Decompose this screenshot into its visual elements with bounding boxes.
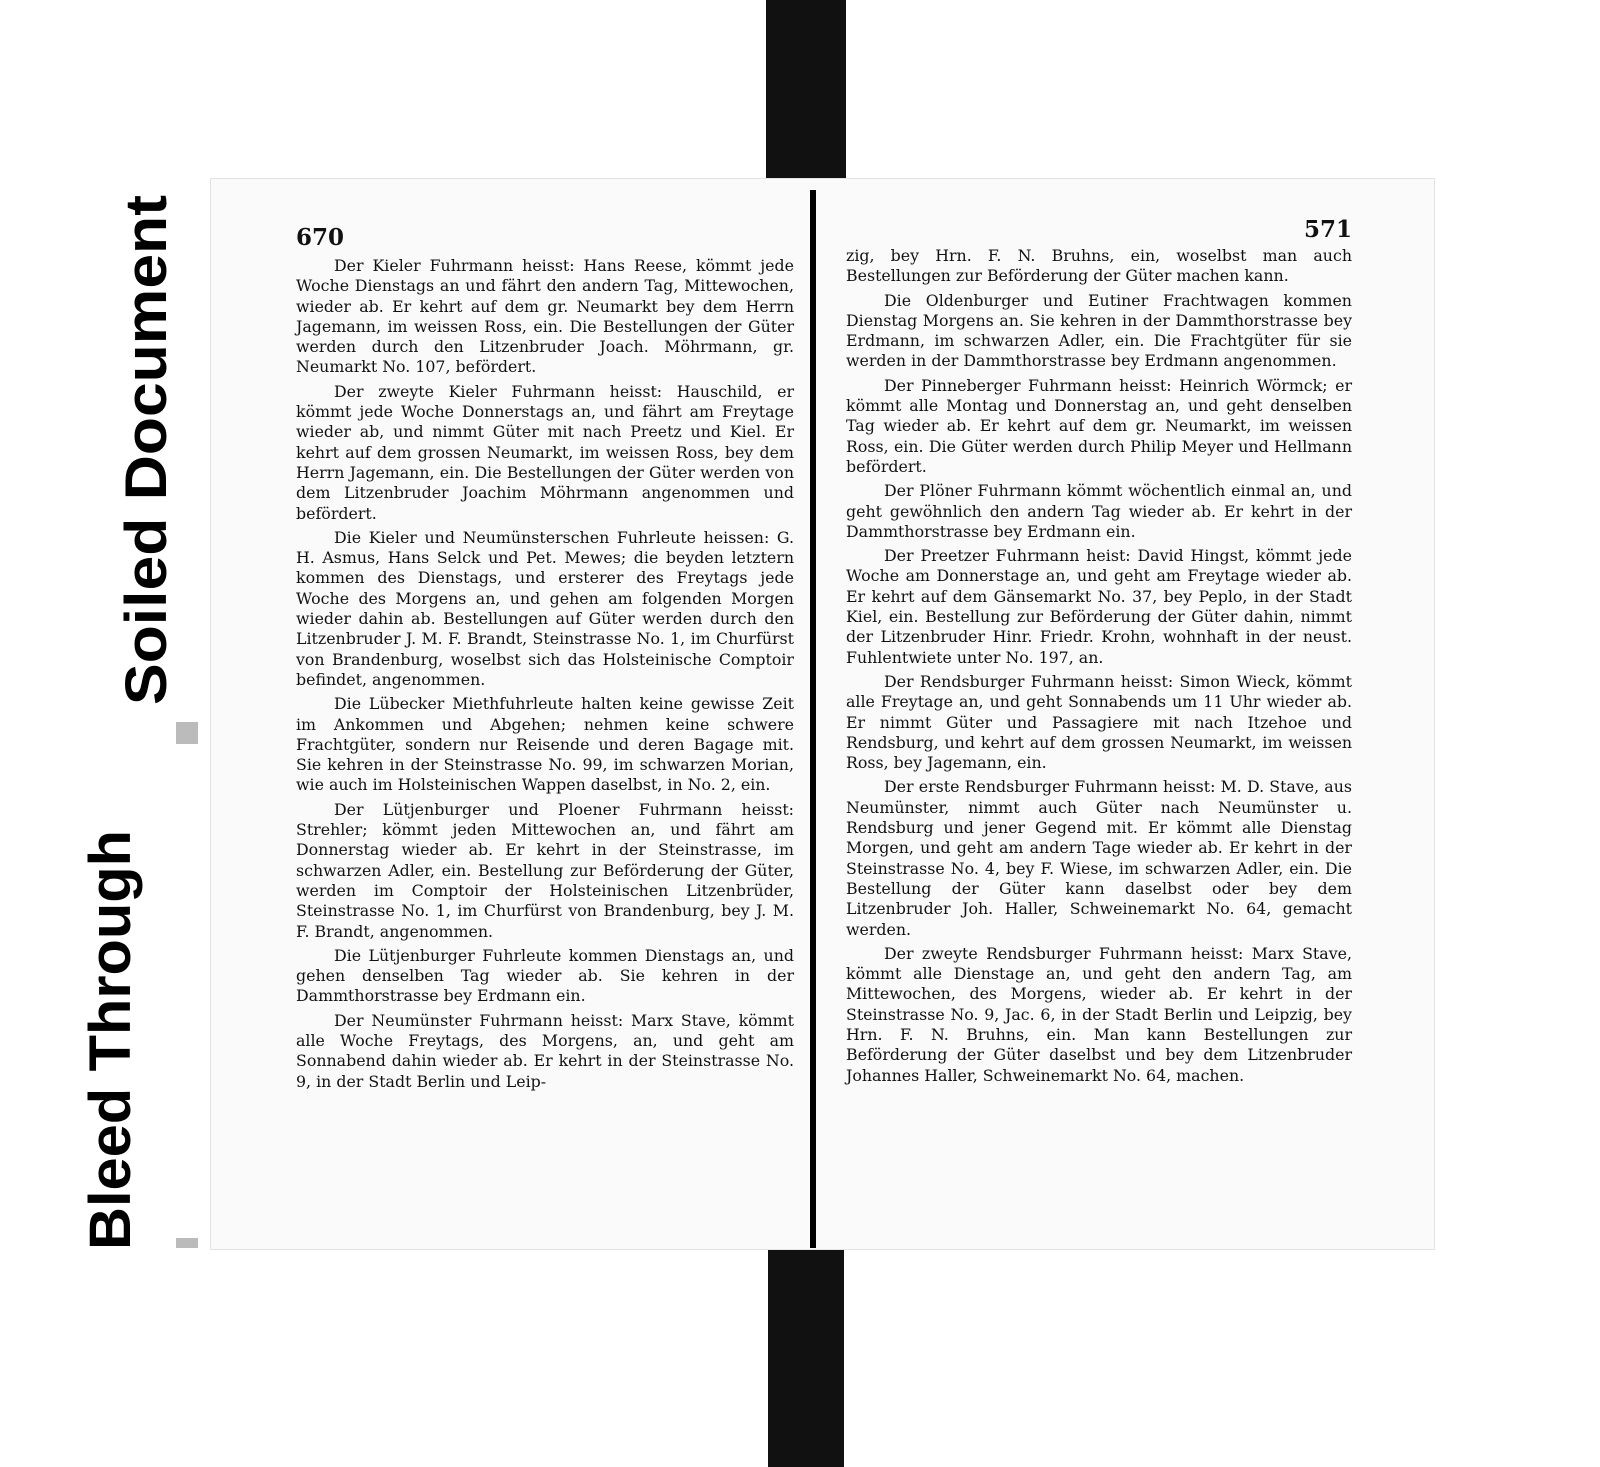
paragraph: zig, bey Hrn. F. N. Bruhns, ein, woselbst man auch Bestellungen zur Beförderung der Güter machen kann. (846, 246, 1352, 286)
paragraph: Der Plöner Fuhrmann kömmt wöchentlich einmal an, und geht gewöhnlich den andern Tag wieder ab. Er kehrt in der Dammthorstrasse bey Erdmann ein. (846, 481, 1352, 541)
bleed-through-label: Bleed Through (78, 840, 143, 1250)
scanner-strip-bottom (768, 1245, 844, 1467)
soiled-document-label: Soiled Document (114, 231, 179, 705)
paragraph: Der erste Rendsburger Fuhrmann heisst: M. D. Stave, aus Neumünster, nimmt auch Güter nach Neumünster u. Rendsburg und jener Gegend mit. Er kömmt alle Dienstag Morgen, und geht am andern Tage wieder ab. Er kehrt in der Steinstrasse No. 4, bey F. Wiese, im schwarzen Adler, ein. Die Bestellung der Güter kann daselbst oder bey dem Litzenbruder Joh. Haller, Schweinemarkt No. 64, gemacht werden. (846, 777, 1352, 939)
page-number: 670 (296, 224, 345, 251)
paragraph: Der Lütjenburger und Ploener Fuhrmann heisst: Strehler; kömmt jeden Mittewochen an, und fährt am Donnerstag wieder ab. Er kehrt in der Steinstrasse, im schwarzen Adler, ein. Bestellung zur Beförderung der Güter, werden im Comptoir der Holsteinischen Litzenbrüder, Steinstrasse No. 1, im Churfürst von Brandenburg, bey J. M. F. Brandt, angenommen. (296, 799, 794, 941)
left-page (296, 220, 794, 1096)
book-gutter (810, 190, 816, 1248)
paragraph: Die Lübecker Miethfuhrleute halten keine gewisse Zeit im Ankommen und Abgehen; nehmen keine schwere Frachtgüter, sondern nur Reisende und deren Bagage mit. Sie kehren in der Steinstrasse No. 99, im schwarzen Morian, wie auch im Holsteinischen Wappen daselbst, in No. 2, ein. (296, 694, 794, 795)
paragraph: Der Rendsburger Fuhrmann heisst: Simon Wieck, kömmt alle Freytage an, und geht Sonnabends um 11 Uhr wieder ab. Er nimmt Güter und Passagiere mit nach Itzehoe und Rendsburg, und kehrt auf dem grossen Neumarkt, im weissen Ross, bey Jagemann, ein. (846, 671, 1352, 773)
page-number: 571 (1303, 216, 1352, 243)
right-page (846, 214, 1352, 1090)
paragraph: Der zweyte Kieler Fuhrmann heisst: Hauschild, er kömmt jede Woche Donnerstags an, und fährt am Freytage wieder ab, und nimmt Güter mit nach Preetz und Kiel. Er kehrt auf dem grossen Neumarkt, im weissen Ross, bey dem Herrn Jagemann, ein. Die Bestellungen der Güter werden von dem Litzenbruder Joachim Möhrmann angenommen und befördert. (296, 381, 794, 523)
paragraph: Der zweyte Rendsburger Fuhrmann heisst: Marx Stave, kömmt alle Dienstage an, und geht den andern Tag, am Mittewochen, des Morgens, wieder ab. Er kehrt in der Steinstrasse No. 9, Jac. 6, in der Stadt Berlin und Leipzig, bey Hrn. F. N. Bruhns, ein. Man kann Bestellungen zur Beförderung der Güter daselbst und bey dem Litzenbruder Johannes Haller, Schweinemarkt No. 64, machen. (846, 943, 1352, 1085)
paragraph: Die Lütjenburger Fuhrleute kommen Dienstags an, und gehen denselben Tag wieder ab. Sie kehren in der Dammthorstrasse bey Erdmann ein. (296, 945, 794, 1006)
scanner-strip-top (766, 0, 846, 188)
margin-mark (176, 1238, 198, 1248)
margin-mark (176, 722, 198, 744)
paragraph: Der Pinneberger Fuhrmann heisst: Heinrich Wörmck; er kömmt alle Montag und Donnerstag an, und geht denselben Tag wieder ab. Er kehrt auf dem gr. Neumarkt, im weissen Ross, ein. Die Güter werden durch Philip Meyer und Hellmann befördert. (846, 375, 1352, 476)
paragraph: Der Preetzer Fuhrmann heist: David Hingst, kömmt jede Woche am Donnerstage an, und geht am Freytage wieder ab. Er kehrt auf dem Gänsemarkt No. 37, bey Peplo, in der Stadt Kiel, ein. Bestellung zur Beförderung der Güter dahin, nimmt der Litzenbruder Hinr. Friedr. Krohn, wohnhaft in der neust. Fuhlentwiete unter No. 197, an. (846, 546, 1352, 667)
paragraph: Die Oldenburger und Eutiner Frachtwagen kommen Dienstag Morgens an. Sie kehren in der Dammthorstrasse bey Erdmann, im schwarzen Adler, ein. Die Frachtgüter für sie werden in der Dammthorstrasse bey Erdmann angenommen. (846, 290, 1352, 371)
stamp-svg (78, 195, 180, 1250)
rubber-stamp-labels (78, 195, 180, 1250)
paragraph: Der Kieler Fuhrmann heisst: Hans Reese, kömmt jede Woche Dienstags an und fährt den andern Tag, Mittewochen, wieder ab. Er kehrt auf dem gr. Neumarkt bey dem Herrn Jagemann, im weissen Ross, ein. Die Bestellungen der Güter werden durch den Litzenbruder Joach. Möhrmann, gr. Neumarkt No. 107, befördert. (296, 256, 794, 377)
paragraph: Der Neumünster Fuhrmann heisst: Marx Stave, kömmt alle Woche Freytags, des Morgens, an, und geht am Sonnabend dahin wieder ab. Er kehrt in der Steinstrasse No. 9, in der Stadt Berlin und Leip- (296, 1010, 794, 1091)
paragraph: Die Kieler und Neumünsterschen Fuhrleute heissen: G. H. Asmus, Hans Selck und Pet. Mewes; die beyden letztern kommen des Dienstags, und ersterer des Freytags jede Woche des Morgens an, und gehen am folgenden Morgen wieder dahin ab. Bestellungen auf Güter werden durch den Litzenbruder J. M. F. Brandt, Steinstrasse No. 1, im Churfürst von Brandenburg, woselbst sich das Holsteinische Comptoir befindet, angenommen. (296, 527, 794, 689)
